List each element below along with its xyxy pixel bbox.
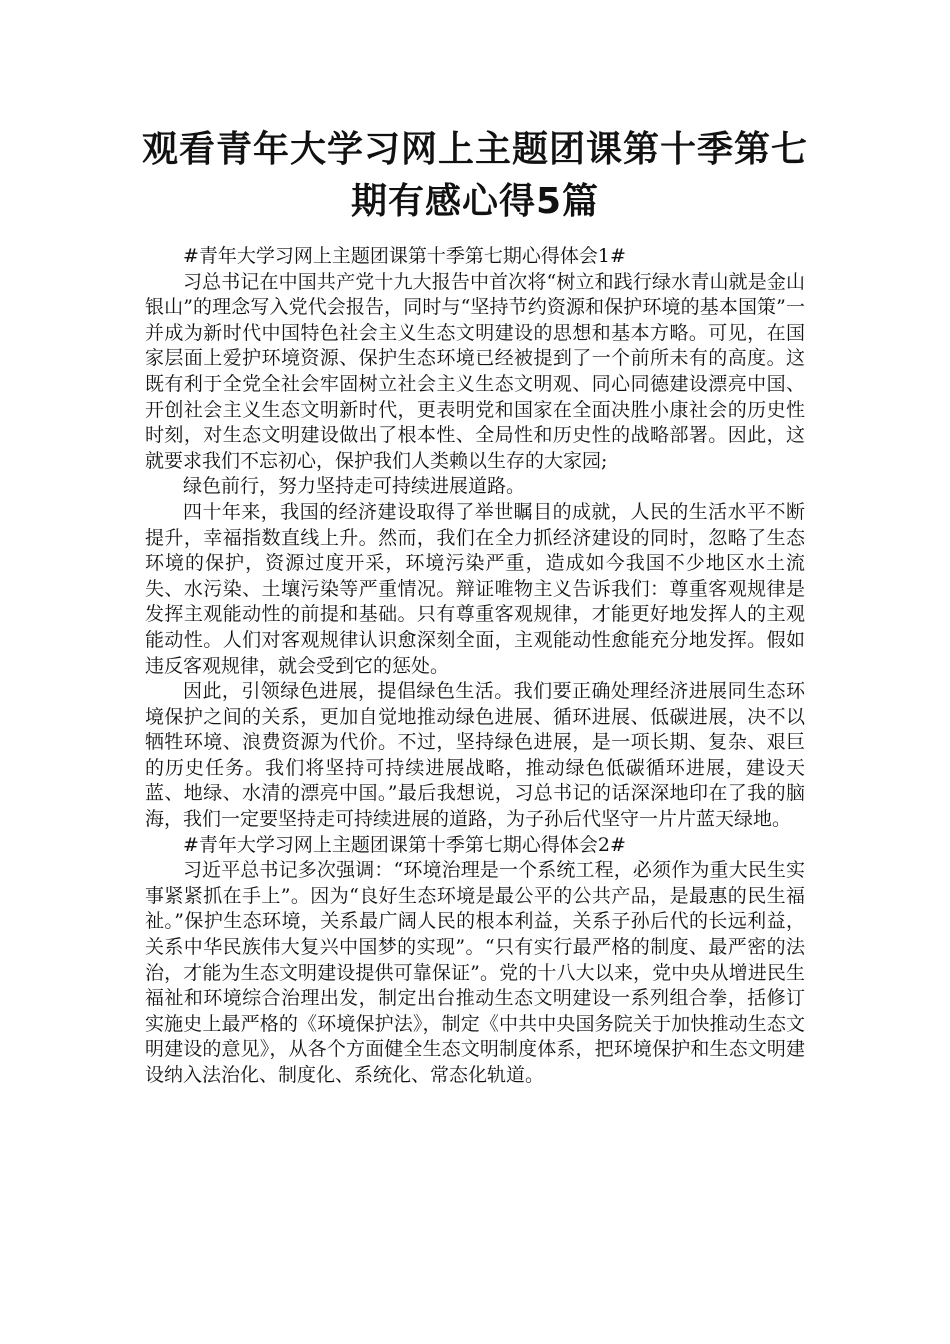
section-heading-2: #青年大学习网上主题团课第十季第七期心得体会2# (183, 833, 626, 856)
section-heading-1: #青年大学习网上主题团课第十季第七期心得体会1# (183, 245, 626, 267)
paragraph: 绿色前行，努力坚持走可持续进展道路。 (183, 475, 526, 498)
paragraph: 习总书记在中国共产党十九大报告中首次将“树立和践行绿水青山就是金山银山”的理念写入党代会报告，同时与“坚持节约资源和保护环境的基本国策”一并成为新时代中国特色社会主义生态文明建设的思想和基本方略。可见，在国家层面上爱护环境资源、保护生态环境已经被提到了一个前所未有的高度。这既有利于全党全社会牢固树立社会主义生态文明观、同心同德建设漂亮中国、开创社会主义生态文明新时代，更表明党和国家在全面决胜小康社会的历史性时刻，对生态文明建设做出了根本性、全局性和历史性的战略部署。因此，这就要求我们不忘初心，保护我们人类赖以生存的大家园; (145, 270, 805, 472)
document-title: 观看青年大学习网上主题团课第十季第七期有感心得5篇 (141, 129, 808, 222)
paragraph: 四十年来，我国的经济建设取得了举世瞩目的成就，人民的生活水平不断提升，幸福指数直线上升。然而，我们在全力抓经济建设的同时，忽略了生态环境的保护，资源过度开采，环境污染严重，造成如今我国不少地区水土流失、水污染、土壤污染等严重情况。辩证唯物主义告诉我们：尊重客观规律是发挥主观能动性的前提和基础。只有尊重客观规律，才能更好地发挥人的主观能动性。人们对客观规律认识愈深刻全面，主观能动性愈能充分地发挥。假如违反客观规律，就会受到它的惩处。 (145, 500, 805, 677)
paragraph: 因此，引领绿色进展，提倡绿色生活。我们要正确处理经济进展同生态环境保护之间的关系，更加自觉地推动绿色进展、循环进展、低碳进展，决不以牺牲环境、浪费资源为代价。不过，坚持绿色进展，是一项长期、复杂、艰巨的历史任务。我们将坚持可持续进展战略，推动绿色低碳循环进展，建设天蓝、地绿、水清的漂亮中国。”最后我想说，习总书记的话深深地印在了我的脑海，我们一定要坚持走可持续进展的道路，为子孙后代坚守一片片蓝天绿地。 (145, 680, 805, 831)
document-body (145, 244, 805, 1089)
paragraph: 习近平总书记多次强调：“环境治理是一个系统工程，必须作为重大民生实事紧紧抓在手上”。因为“良好生态环境是最公平的公共产品，是最惠的民生福祉。”保护生态环境，关系最广阔人民的根本利益，关系子孙后代的长远利益，关系中华民族伟大复兴中国梦的实现”。“只有实行最严格的制度、最严密的法治，才能为生态文明建设提供可靠保证”。党的十八大以来，党中央从增进民生福祉和环境综合治理出发，制定出台推动生态文明建设一系列组合拳，括修订实施史上最严格的《环境保护法》，制定《中共中央国务院关于加快推动生态文明建设的意见》，从各个方面健全生态文明制度体系，把环境保护和生态文明建设纳入法治化、制度化、系统化、常态化轨道。 (145, 859, 805, 1086)
